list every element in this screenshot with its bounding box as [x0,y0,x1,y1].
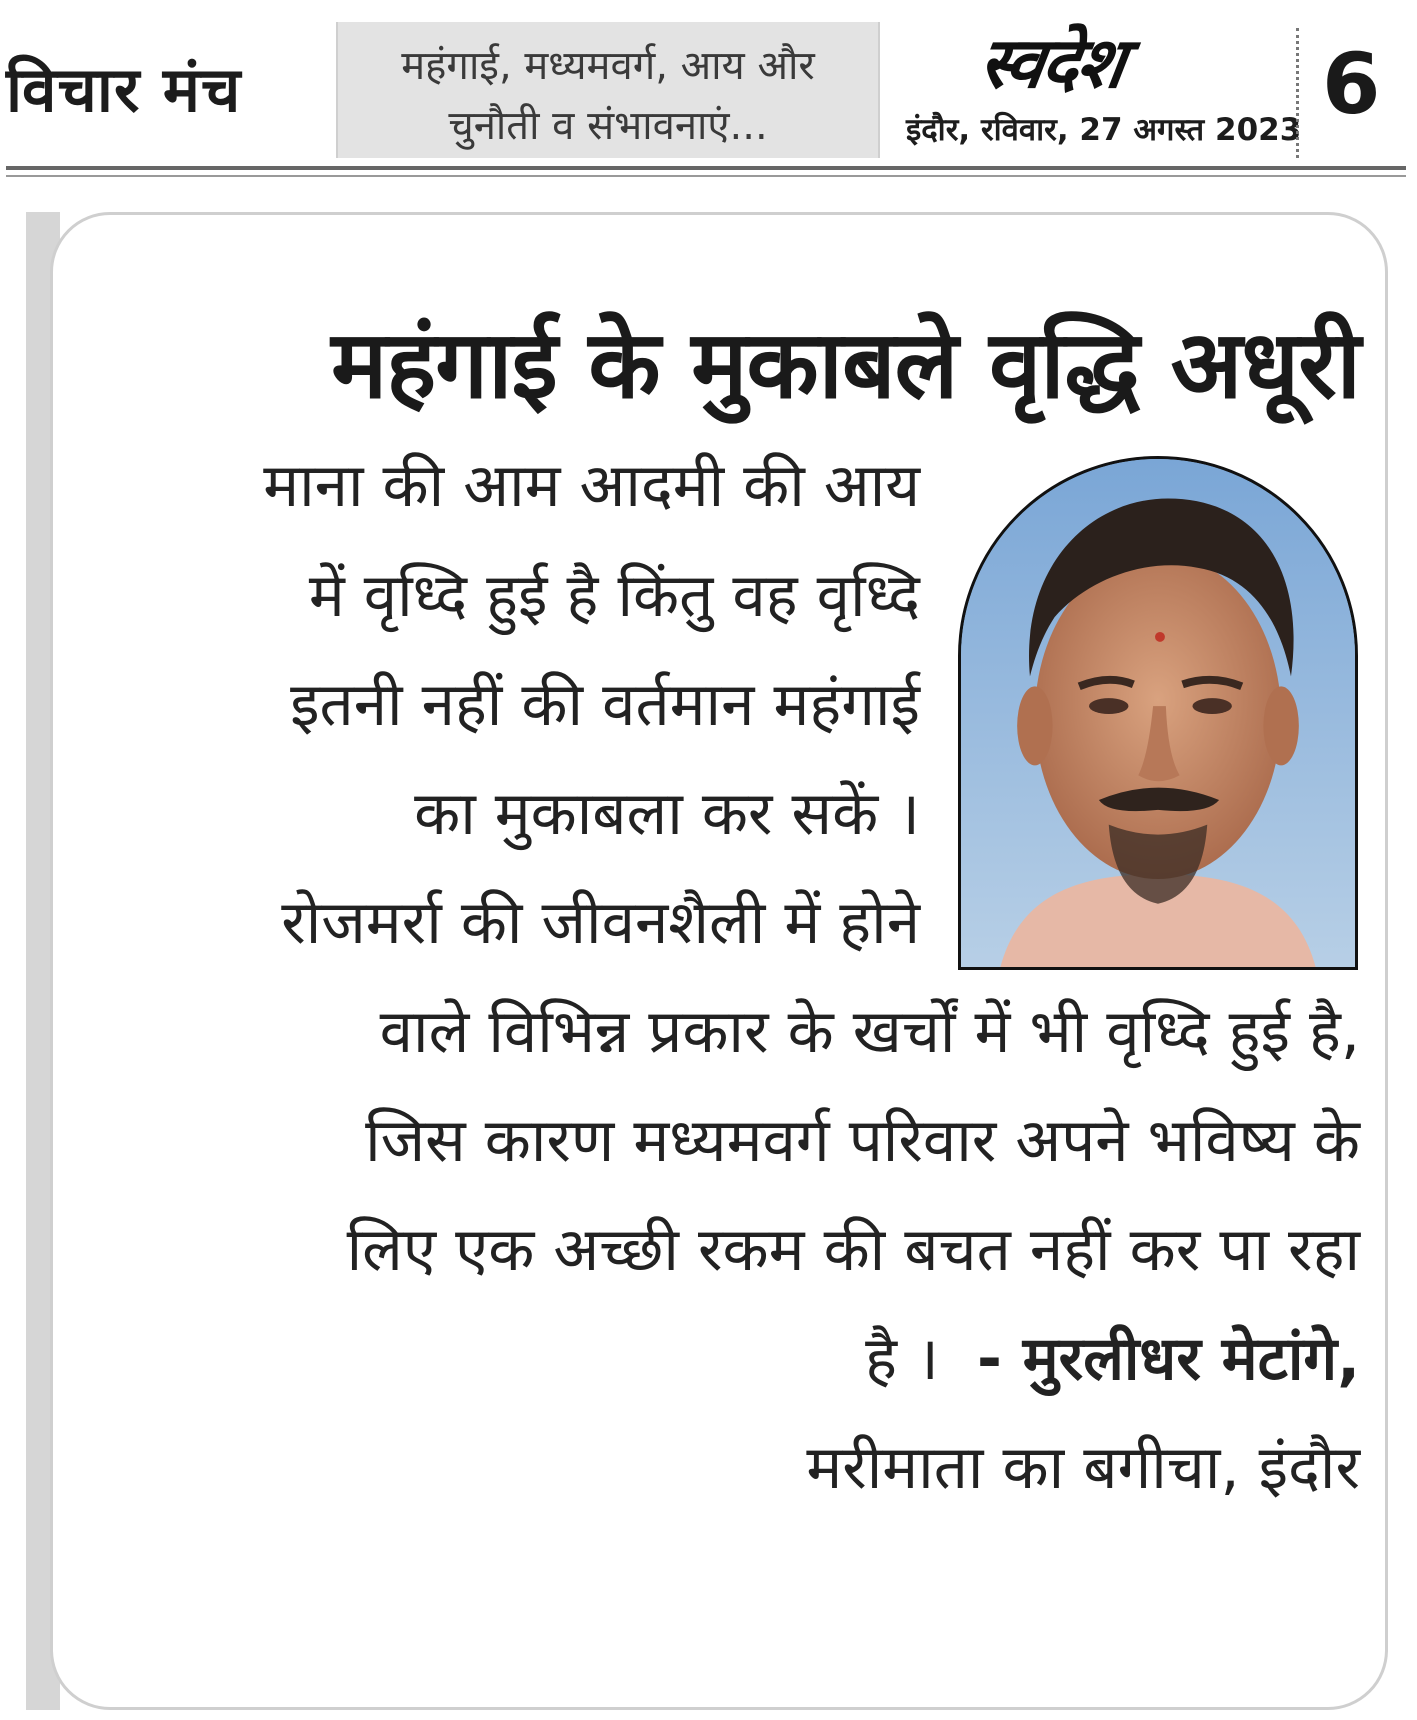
author-location: मरीमाता का बगीचा, इंदौर [806,1433,1360,1503]
closing-text: है । [865,1324,939,1394]
teaser-box[interactable] [336,22,880,158]
author-photo [958,456,1358,970]
body-text-line: इतनी नहीं की वर्तमान महंगाई [290,670,920,740]
body-text-line: लिए एक अच्छी रकम की बचत नहीं कर पा रहा [346,1215,1360,1285]
teaser-line: चुनौती व संभावनाएं... [448,103,768,149]
teaser-line: महंगाई, मध्यमवर्ग, आय और [401,43,815,89]
header-rule-thin [6,175,1406,177]
header-rule [6,166,1406,170]
body-text-line: माना की आम आदमी की आय [263,451,920,521]
masthead [0,0,1417,180]
page-number: 6 [1322,35,1381,133]
author-name: - मुरलीधर मेटांगे, [977,1324,1360,1394]
letter-headline: महंगाई के मुकाबले वृद्धि अधूरी [331,311,1360,420]
section-title: विचार मंच [6,53,242,126]
body-text-line: जिस कारण मध्यमवर्ग परिवार अपने भविष्य के [365,1106,1360,1176]
signature-line [90,1319,1360,1399]
author-portrait-icon [961,459,1355,967]
body-text-line: वाले विभिन्न प्रकार के खर्चों में भी वृध्दि हुई है, [379,997,1360,1067]
dateline: इंदौर, रविवार, 27 अगस्त 2023 [906,112,1302,148]
body-text-line: रोजमर्रा की जीवनशैली में होने [281,888,920,958]
newspaper-logo: स्वदेश [974,21,1129,104]
dotted-divider [1296,28,1299,158]
body-text-line: में वृध्दि हुई है किंतु वह वृध्दि [308,561,920,631]
body-text-line: का मुकाबला कर सकें । [414,779,920,849]
